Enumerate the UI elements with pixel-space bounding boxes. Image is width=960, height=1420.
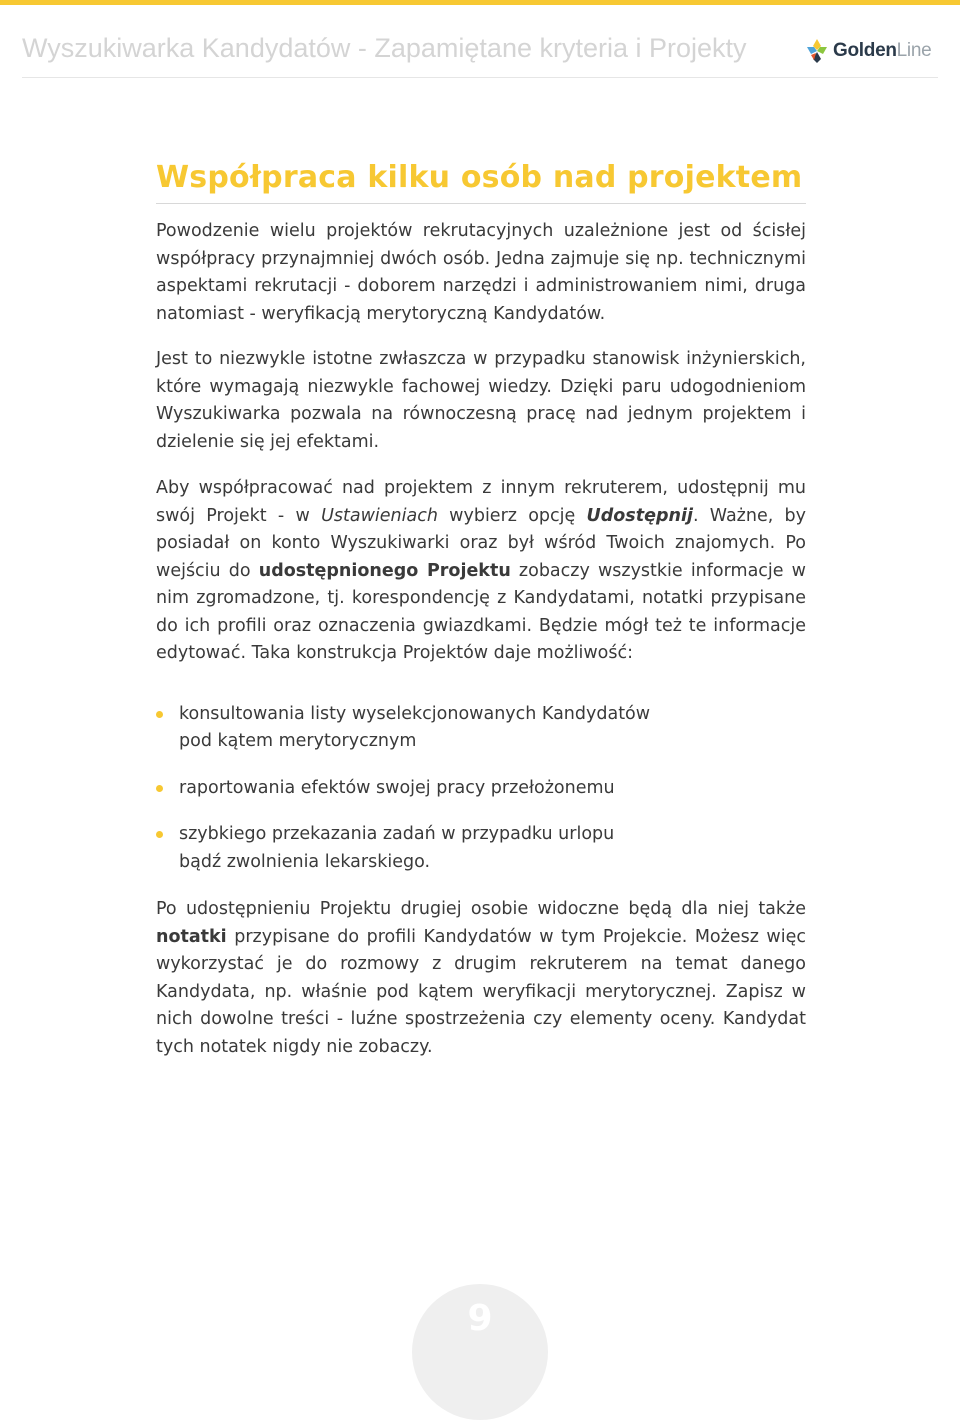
list-item-line: konsultowania listy wyselekcjonowanych Kandydatów — [179, 703, 651, 724]
bullet-dot-icon — [156, 785, 163, 792]
text-run: Aby współpracować nad projektem z innym rekruterem, udostępnij mu swój Projekt - w — [156, 478, 806, 526]
list-item — [156, 821, 806, 876]
capabilities-list — [156, 701, 806, 877]
text-run: przypisane do profili Kandydatów w tym Projekcie. Możesz więc wykorzystać je do rozmowy z drugim rekruterem na temat danego Kandydata, np. właśnie pod kątem weryfikacji merytorycznej. Zapisz w nich dowolne treści - luźne spostrzeżenia czy elementy oceny. Kandydat tych notatek nigdy nie zobaczy. — [156, 926, 806, 1057]
paragraph-notes — [156, 896, 806, 1061]
logo-wordmark — [833, 40, 931, 62]
text-run: Po udostępnieniu Projektu drugiej osobie widoczne będą dla niej także — [156, 899, 806, 919]
list-item-line: bądź zwolnienia lekarskiego. — [179, 851, 431, 872]
top-accent-bar — [0, 0, 960, 5]
shared-project-term: udostępnionego Projektu — [258, 560, 511, 581]
main-content — [156, 160, 806, 1061]
goldenline-logo-icon — [806, 38, 828, 64]
section-title: Współpraca kilku osób nad projektem — [156, 160, 806, 204]
page-number-tab — [412, 1284, 548, 1420]
page-number: 9 — [467, 1298, 493, 1339]
bullet-dot-icon — [156, 831, 163, 838]
header-divider — [22, 77, 938, 78]
paragraph-intro: Powodzenie wielu projektów rekrutacyjnych uzależnione jest od ścisłej współpracy przynajmniej dwóch osób. Jedna zajmuje się np. technicznymi aspektami rekrutacji - doborem narzędzi i administrowaniem nimi, druga natomiast - weryfikacją merytoryczną Kandydatów. — [156, 221, 806, 324]
text-run: zobaczy wszystkie informacje w nim zgromadzone, tj. korespondencję z Kandydatami, notatki przypisane do ich profili oraz oznaczenia gwiazdkami. Będzie mógł też te informacje edytować. Taka konstrukcja Projektów daje możliwość: — [156, 560, 806, 663]
goldenline-logo — [806, 38, 931, 64]
bullet-dot-icon — [156, 711, 163, 718]
logo-line-text: Line — [896, 40, 932, 61]
logo-golden-text: Golden — [833, 40, 897, 61]
list-item — [156, 775, 806, 803]
list-item-line: pod kątem merytorycznym — [179, 731, 417, 751]
text-run: wybierz opcję — [437, 505, 587, 526]
text-run: . Ważne, by posiadał on konto Wyszukiwarki oraz był wśród Twoich znajomych. Po wejściu do — [156, 505, 807, 581]
document-header-title: Wyszukiwarka Kandydatów - Zapamiętane kryteria i Projekty — [22, 33, 747, 63]
notes-term: notatki — [156, 926, 227, 947]
share-option-term: Udostępnij — [586, 505, 693, 526]
paragraph-sharing-instructions — [156, 475, 806, 668]
list-item-line: raportowania efektów swojej pracy przełożonemu — [179, 777, 615, 798]
list-item-line: szybkiego przekazania zadań w przypadku urlopu — [179, 824, 615, 844]
list-item — [156, 701, 806, 756]
settings-term: Ustawieniach — [321, 505, 438, 526]
paragraph-engineering: Jest to niezwykle istotne zwłaszcza w przypadku stanowisk inżynierskich, które wymagają niezwykle fachowej wiedzy. Dzięki paru udogodnieniom Wyszukiwarka pozwala na równoczesną pracę nad jednym projektem i dzielenie się jej efektami. — [156, 349, 806, 452]
